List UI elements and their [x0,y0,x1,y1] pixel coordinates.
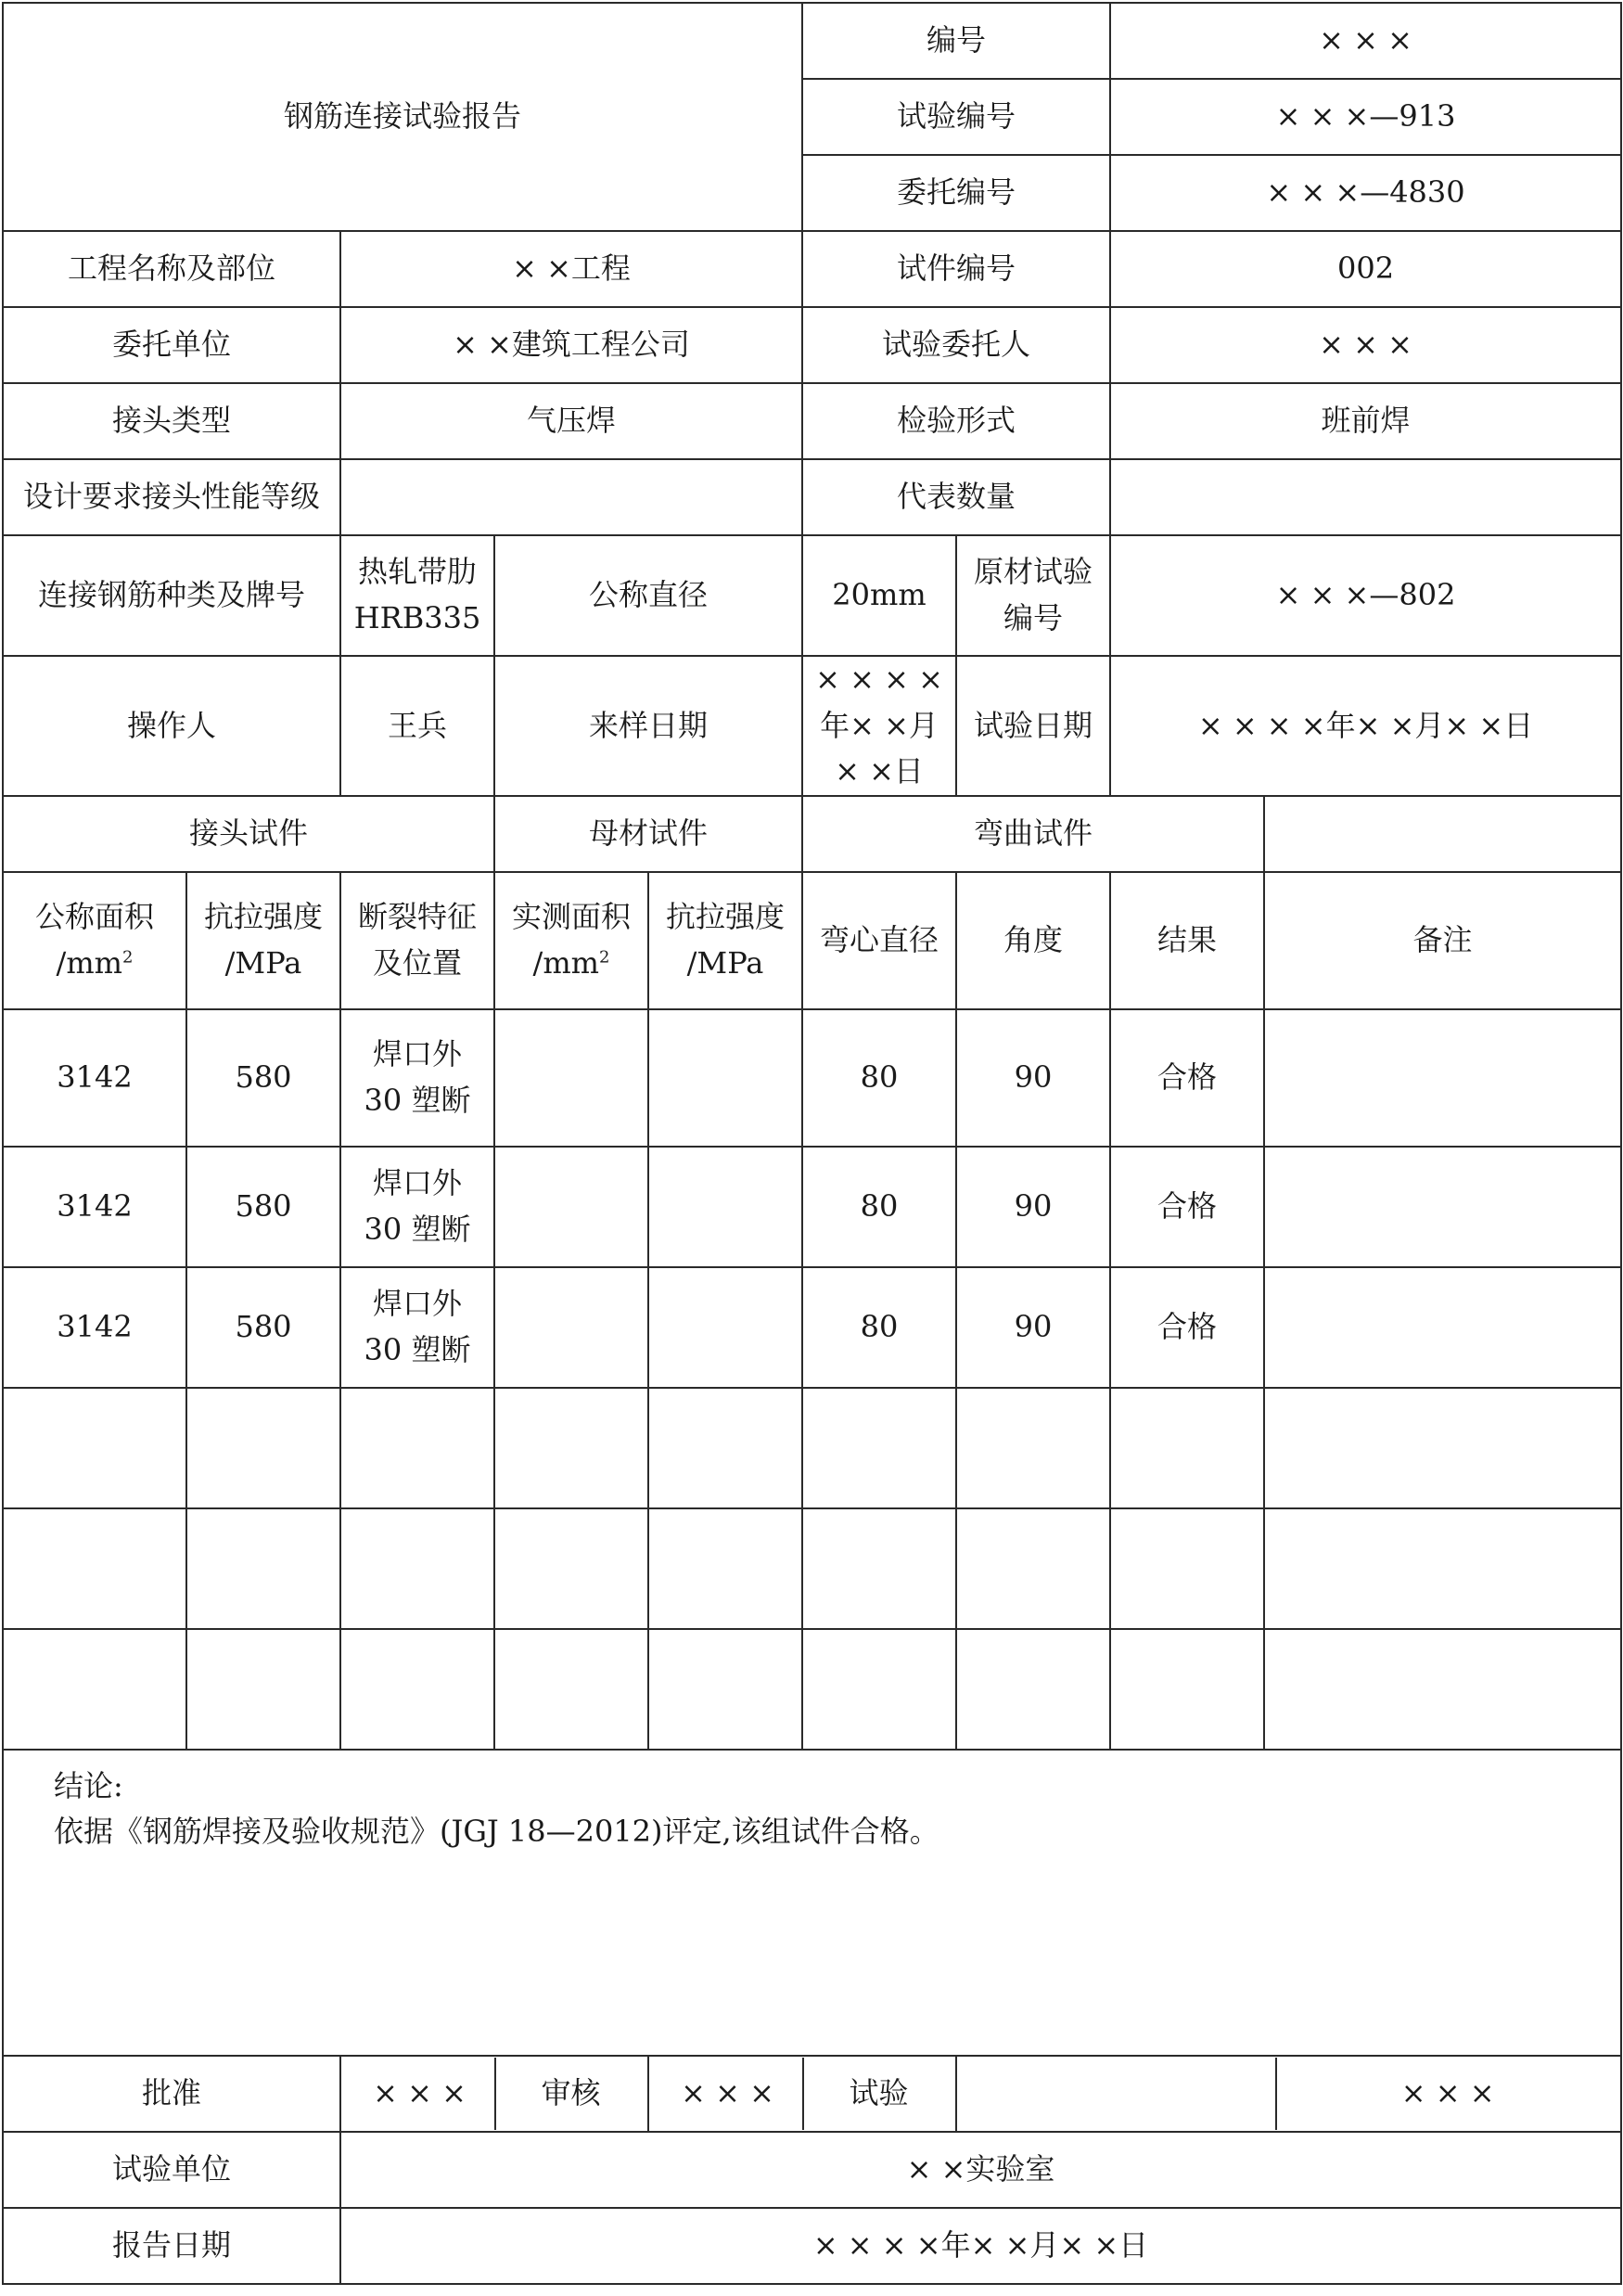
col-tensile-strength [186,872,340,1009]
conclusion-cell [3,1750,1621,2056]
quantity-label: 代表数量 [802,459,1110,535]
cell-fracture [340,1267,494,1388]
col-fracture-line-1: 断裂特征 [357,899,477,935]
empty-cell [956,1388,1110,1508]
col-tensile-line-2: /MPa [224,944,302,981]
cell-angle: 90 [956,1267,1110,1388]
rebar-kind-value [340,535,494,656]
cell-base-tensile [648,1147,802,1267]
table-row [3,1267,1621,1388]
review-value-cell [648,2056,956,2132]
cell-base-tensile [648,1267,802,1388]
empty-cell [1110,1388,1264,1508]
entrust-number-label: 委托编号 [802,155,1110,231]
col-base-tensile-line-2: /MPa [686,944,764,981]
cell-fracture-line-1: 焊口外 [372,1165,462,1201]
raw-test-number-label: 原材试验编号 [956,535,1110,656]
col-remarks: 备注 [1264,872,1621,1009]
empty-cell [1110,1508,1264,1629]
col-nominal-area-unit: /mm [56,944,122,981]
col-nominal-area-sup: 2 [122,947,134,968]
cell-angle: 90 [956,1009,1110,1147]
col-measured-area-line-2 [499,941,644,987]
approve-signature: × × × [373,2074,466,2110]
col-measured-area-sup: 2 [599,947,610,968]
empty-cell [186,1388,340,1508]
rebar-kind-label: 连接钢筋种类及牌号 [3,535,340,656]
diameter-value: 20mm [802,535,956,656]
joint-specimen-group: 接头试件 [3,796,494,872]
empty-cell [1264,1508,1621,1629]
cell-area: 3142 [3,1009,186,1147]
test-signature: × × × [1275,2058,1618,2130]
empty-cell [648,1388,802,1508]
cell-tensile: 580 [186,1267,340,1388]
table-row [3,1009,1621,1147]
test-date-label: 试验日期 [956,656,1110,796]
quantity-value [1110,459,1621,535]
empty-cell [340,1388,494,1508]
cell-fracture-line-2: 30 塑断 [364,1331,471,1367]
project-label: 工程名称及部位 [3,231,340,307]
cell-fracture-line-2: 30 塑断 [364,1082,471,1118]
bend-specimen-group: 弯曲试件 [802,796,1264,872]
empty-cell [494,1629,648,1750]
table-row [3,1147,1621,1267]
conclusion-label: 结论: [54,1767,123,1803]
cell-fracture-line-1: 焊口外 [372,1036,462,1072]
cell-area: 3142 [3,1267,186,1388]
cell-bend-diameter: 80 [802,1267,956,1388]
sample-date-line-1: × × × ×年× ×月 [815,661,943,743]
cell-remarks [1264,1009,1621,1147]
cell-measured [494,1267,648,1388]
test-number-label: 试验编号 [802,79,1110,155]
empty-row [3,1629,1621,1750]
empty-cell [1264,1629,1621,1750]
inspection-label: 检验形式 [802,383,1110,459]
rebar-kind-line-1: 热轧带肋 [357,554,477,590]
col-base-tensile [648,872,802,1009]
empty-cell [3,1388,186,1508]
empty-cell [340,1629,494,1750]
empty-row [3,1508,1621,1629]
review-label: 审核 [494,2058,645,2130]
test-value-cell [956,2056,1621,2132]
inspection-value: 班前焊 [1110,383,1621,459]
empty-cell [1264,1388,1621,1508]
cell-fracture-line-2: 30 塑断 [364,1211,471,1247]
lab-value: × ×实验室 [340,2132,1621,2208]
cell-area: 3142 [3,1147,186,1267]
review-signature: × × × [681,2074,774,2110]
specimen-number-value: 002 [1110,231,1621,307]
operator-label: 操作人 [3,656,340,796]
empty-cell [186,1508,340,1629]
raw-test-number-value: × × ×—802 [1110,535,1621,656]
col-measured-area-unit: /mm [532,944,599,981]
empty-cell [340,1508,494,1629]
cell-bend-diameter: 80 [802,1009,956,1147]
blank-group-cell [1264,796,1621,872]
col-bend-diameter: 弯心直径 [802,872,956,1009]
col-tensile-line-1: 抗拉强度 [203,899,323,935]
cell-fracture [340,1147,494,1267]
col-nominal-area-line-1: 公称面积 [34,899,154,935]
empty-cell [3,1629,186,1750]
test-date-value: × × × ×年× ×月× ×日 [1110,656,1621,796]
report-date-value: × × × ×年× ×月× ×日 [340,2208,1621,2284]
base-specimen-group: 母材试件 [494,796,802,872]
col-fracture-line-2: 及位置 [372,944,462,981]
empty-cell [956,1508,1110,1629]
empty-cell [186,1629,340,1750]
entrust-number-value: × × ×—4830 [1110,155,1621,231]
cell-tensile: 580 [186,1009,340,1147]
cell-fracture-line-1: 焊口外 [372,1286,462,1322]
test-number-value: × × ×—913 [1110,79,1621,155]
empty-cell [802,1388,956,1508]
report-date-label: 报告日期 [3,2208,340,2284]
empty-cell [802,1508,956,1629]
col-result: 结果 [1110,872,1264,1009]
project-value: × ×工程 [340,231,802,307]
empty-cell [494,1388,648,1508]
col-measured-area-line-1: 实测面积 [511,899,631,935]
grade-value [340,459,802,535]
col-fracture [340,872,494,1009]
rebar-kind-line-2: HRB335 [353,600,481,635]
joint-type-value: 气压焊 [340,383,802,459]
client-value: × ×建筑工程公司 [340,307,802,383]
col-angle: 角度 [956,872,1110,1009]
cell-measured [494,1009,648,1147]
cell-angle: 90 [956,1147,1110,1267]
lab-label: 试验单位 [3,2132,340,2208]
col-base-tensile-line-1: 抗拉强度 [665,899,785,935]
sample-date-line-2: × ×日 [835,753,924,789]
grade-label: 设计要求接头性能等级 [3,459,340,535]
col-measured-area [494,872,648,1009]
empty-cell [648,1508,802,1629]
report-title: 钢筋连接试验报告 [3,3,802,231]
empty-cell [494,1508,648,1629]
empty-row [3,1388,1621,1508]
cell-result: 合格 [1110,1267,1264,1388]
diameter-label: 公称直径 [494,535,802,656]
cell-result: 合格 [1110,1009,1264,1147]
conclusion-text: 依据《钢筋焊接及验收规范》(JGJ 18—2012)评定,该组试件合格。 [54,1814,939,1850]
empty-cell [1110,1629,1264,1750]
cell-bend-diameter: 80 [802,1147,956,1267]
test-label-spacer [961,2058,1275,2130]
client-label: 委托单位 [3,307,340,383]
cell-base-tensile [648,1009,802,1147]
cell-fracture [340,1009,494,1147]
col-nominal-area [3,872,186,1009]
sample-date-label: 来样日期 [494,656,802,796]
number-label: 编号 [802,3,1110,79]
col-nominal-area-line-2 [7,941,182,987]
operator-value: 王兵 [340,656,494,796]
cell-measured [494,1147,648,1267]
cell-remarks [1264,1147,1621,1267]
empty-cell [3,1508,186,1629]
entruster-value: × × × [1110,307,1621,383]
entruster-label: 试验委托人 [802,307,1110,383]
approve-label: 批准 [3,2056,340,2132]
cell-result: 合格 [1110,1147,1264,1267]
joint-type-label: 接头类型 [3,383,340,459]
test-label: 试验 [802,2058,953,2130]
report-table [2,2,1622,2285]
number-value: × × × [1110,3,1621,79]
approve-value [340,2056,648,2132]
specimen-number-label: 试件编号 [802,231,1110,307]
cell-remarks [1264,1267,1621,1388]
empty-cell [802,1629,956,1750]
empty-cell [956,1629,1110,1750]
cell-tensile: 580 [186,1147,340,1267]
sample-date-value [802,656,956,796]
empty-cell [648,1629,802,1750]
